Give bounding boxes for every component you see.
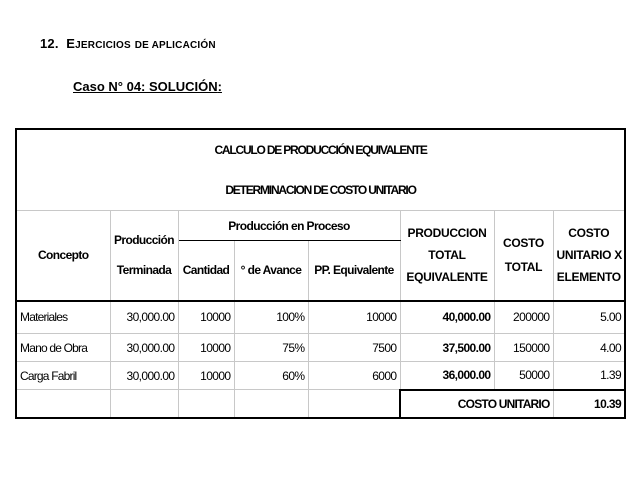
total-empty-cell <box>308 390 400 418</box>
section-heading <box>40 36 216 51</box>
row-produccion-total: 36,000.00 <box>400 362 494 390</box>
row-costo-unitario: 5.00 <box>553 301 625 334</box>
table-title-line1: CALCULO DE PRODUCCIÓN EQUIVALENTE <box>214 143 427 157</box>
header-pp-equivalente: PP. Equivalente <box>308 241 400 301</box>
table-row <box>16 362 625 390</box>
row-pp-equivalente: 7500 <box>308 334 400 362</box>
total-row <box>16 390 625 418</box>
case-title: Caso N° 04: SOLUCIÓN <box>73 79 218 94</box>
row-costo-unitario: 1.39 <box>553 362 625 390</box>
row-costo-total: 150000 <box>494 334 553 362</box>
row-terminada: 30,000.00 <box>110 301 178 334</box>
header-produccion-line2: Terminada <box>116 263 172 278</box>
header-concepto: Concepto <box>16 211 110 301</box>
header-produccion-total-line1: PRODUCCION <box>407 226 487 241</box>
row-cantidad: 10000 <box>178 301 234 334</box>
header-costo-unitario-line1: COSTO <box>568 226 610 241</box>
header-costo-total <box>494 211 553 301</box>
header-costo-total-line1: COSTO <box>503 236 544 251</box>
total-empty-cell <box>110 390 178 418</box>
equivalent-production-table <box>15 128 626 419</box>
header-costo-unitario-line2: UNITARIO X <box>556 248 622 263</box>
case-subheading <box>73 79 222 94</box>
row-cantidad: 10000 <box>178 334 234 362</box>
header-cantidad: Cantidad <box>178 241 234 301</box>
row-pp-equivalente: 6000 <box>308 362 400 390</box>
header-produccion-line1: Producción <box>113 233 174 248</box>
header-costo-total-line2: TOTAL <box>504 260 543 275</box>
total-empty-cell <box>234 390 308 418</box>
section-first-letter: E <box>66 36 76 51</box>
header-costo-unitario-line3: ELEMENTO <box>556 270 621 285</box>
row-produccion-total: 37,500.00 <box>400 334 494 362</box>
row-pp-equivalente: 10000 <box>308 301 400 334</box>
header-en-proceso: Producción en Proceso <box>178 211 400 241</box>
table-title-cell <box>16 129 625 211</box>
row-terminada: 30,000.00 <box>110 334 178 362</box>
row-costo-total: 200000 <box>494 301 553 334</box>
row-costo-unitario: 4.00 <box>553 334 625 362</box>
row-avance: 75% <box>234 334 308 362</box>
total-empty-cell <box>16 390 110 418</box>
section-title-word1: JERCICIOS <box>75 40 131 51</box>
section-title-rest: DE APLICACIÓN <box>134 40 216 51</box>
header-produccion-terminada <box>110 211 178 301</box>
total-value: 10.39 <box>553 390 625 418</box>
total-empty-cell <box>178 390 234 418</box>
row-cantidad: 10000 <box>178 362 234 390</box>
row-avance: 60% <box>234 362 308 390</box>
header-produccion-total <box>400 211 494 301</box>
row-concepto: Carga Fabril <box>16 362 110 390</box>
row-produccion-total: 40,000.00 <box>400 301 494 334</box>
row-terminada: 30,000.00 <box>110 362 178 390</box>
row-concepto: Materiales <box>16 301 110 334</box>
header-avance: ° de Avance <box>234 241 308 301</box>
section-number: 12. <box>40 36 59 51</box>
row-concepto: Mano de Obra <box>16 334 110 362</box>
total-label: COSTO UNITARIO <box>400 390 553 418</box>
case-colon: : <box>217 79 222 94</box>
table-title-line2: DETERMINACION DE COSTO UNITARIO <box>225 183 416 197</box>
row-costo-total: 50000 <box>494 362 553 390</box>
row-avance: 100% <box>234 301 308 334</box>
header-costo-unitario <box>553 211 625 301</box>
table-row <box>16 301 625 334</box>
table-row <box>16 334 625 362</box>
header-produccion-total-line2: TOTAL <box>428 248 466 263</box>
header-produccion-total-line3: EQUIVALENTE <box>406 270 488 285</box>
